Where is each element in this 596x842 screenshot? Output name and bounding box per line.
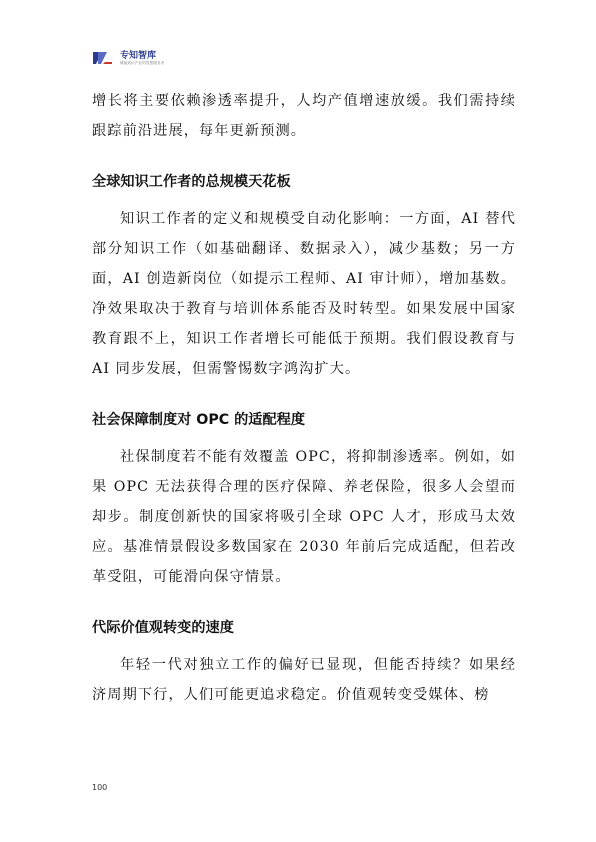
section-heading: 全球知识工作者的总规模天花板	[92, 174, 291, 190]
logo	[120, 51, 164, 66]
section-heading: 社会保障制度对 OPC 的适配程度	[92, 412, 306, 428]
header	[92, 50, 164, 66]
paragraph: 年轻一代对独立工作的偏好已显现，但能否持续？如果经济周期下行，人们可能更追求稳定。价值观转变受媒体、榜	[92, 657, 516, 703]
paragraph: 社保制度若不能有效覆盖 OPC，将抑制渗透率。例如，如果 OPC 无法获得合理的医疗保障、养老保险，很多人会望而却步。制度创新快的国家将吸引全球 OPC 人才，形成马太效应。基准情景假设多数国家在 2030 年前后完成适配，但若改革受阻，可能滑向保守情景。	[92, 449, 516, 585]
logo-subtitle: 赋能知识产业的智慧服务者	[120, 60, 165, 65]
logo-title: 专知智库	[120, 50, 157, 61]
section-heading: 代际价值观转变的速度	[92, 620, 234, 636]
page-content	[92, 86, 516, 710]
logo-icon	[92, 50, 116, 66]
page-number: 100	[92, 783, 108, 792]
paragraph-continued: 增长将主要依赖渗透率提升，人均产值增速放缓。我们需持续跟踪前沿进展，每年更新预测。	[92, 93, 516, 139]
paragraph: 知识工作者的定义和规模受自动化影响：一方面，AI 替代部分知识工作（如基础翻译、数据录入），减少基数；另一方面，AI 创造新岗位（如提示工程师、AI 审计师），增加基数。净效果取决于教育与培训体系能否及时转型。如果发展中国家教育跟不上，知识工作者增长可能低于预期。我们假设教育与 AI 同步发展，但需警惕数字鸿沟扩大。	[92, 211, 516, 377]
